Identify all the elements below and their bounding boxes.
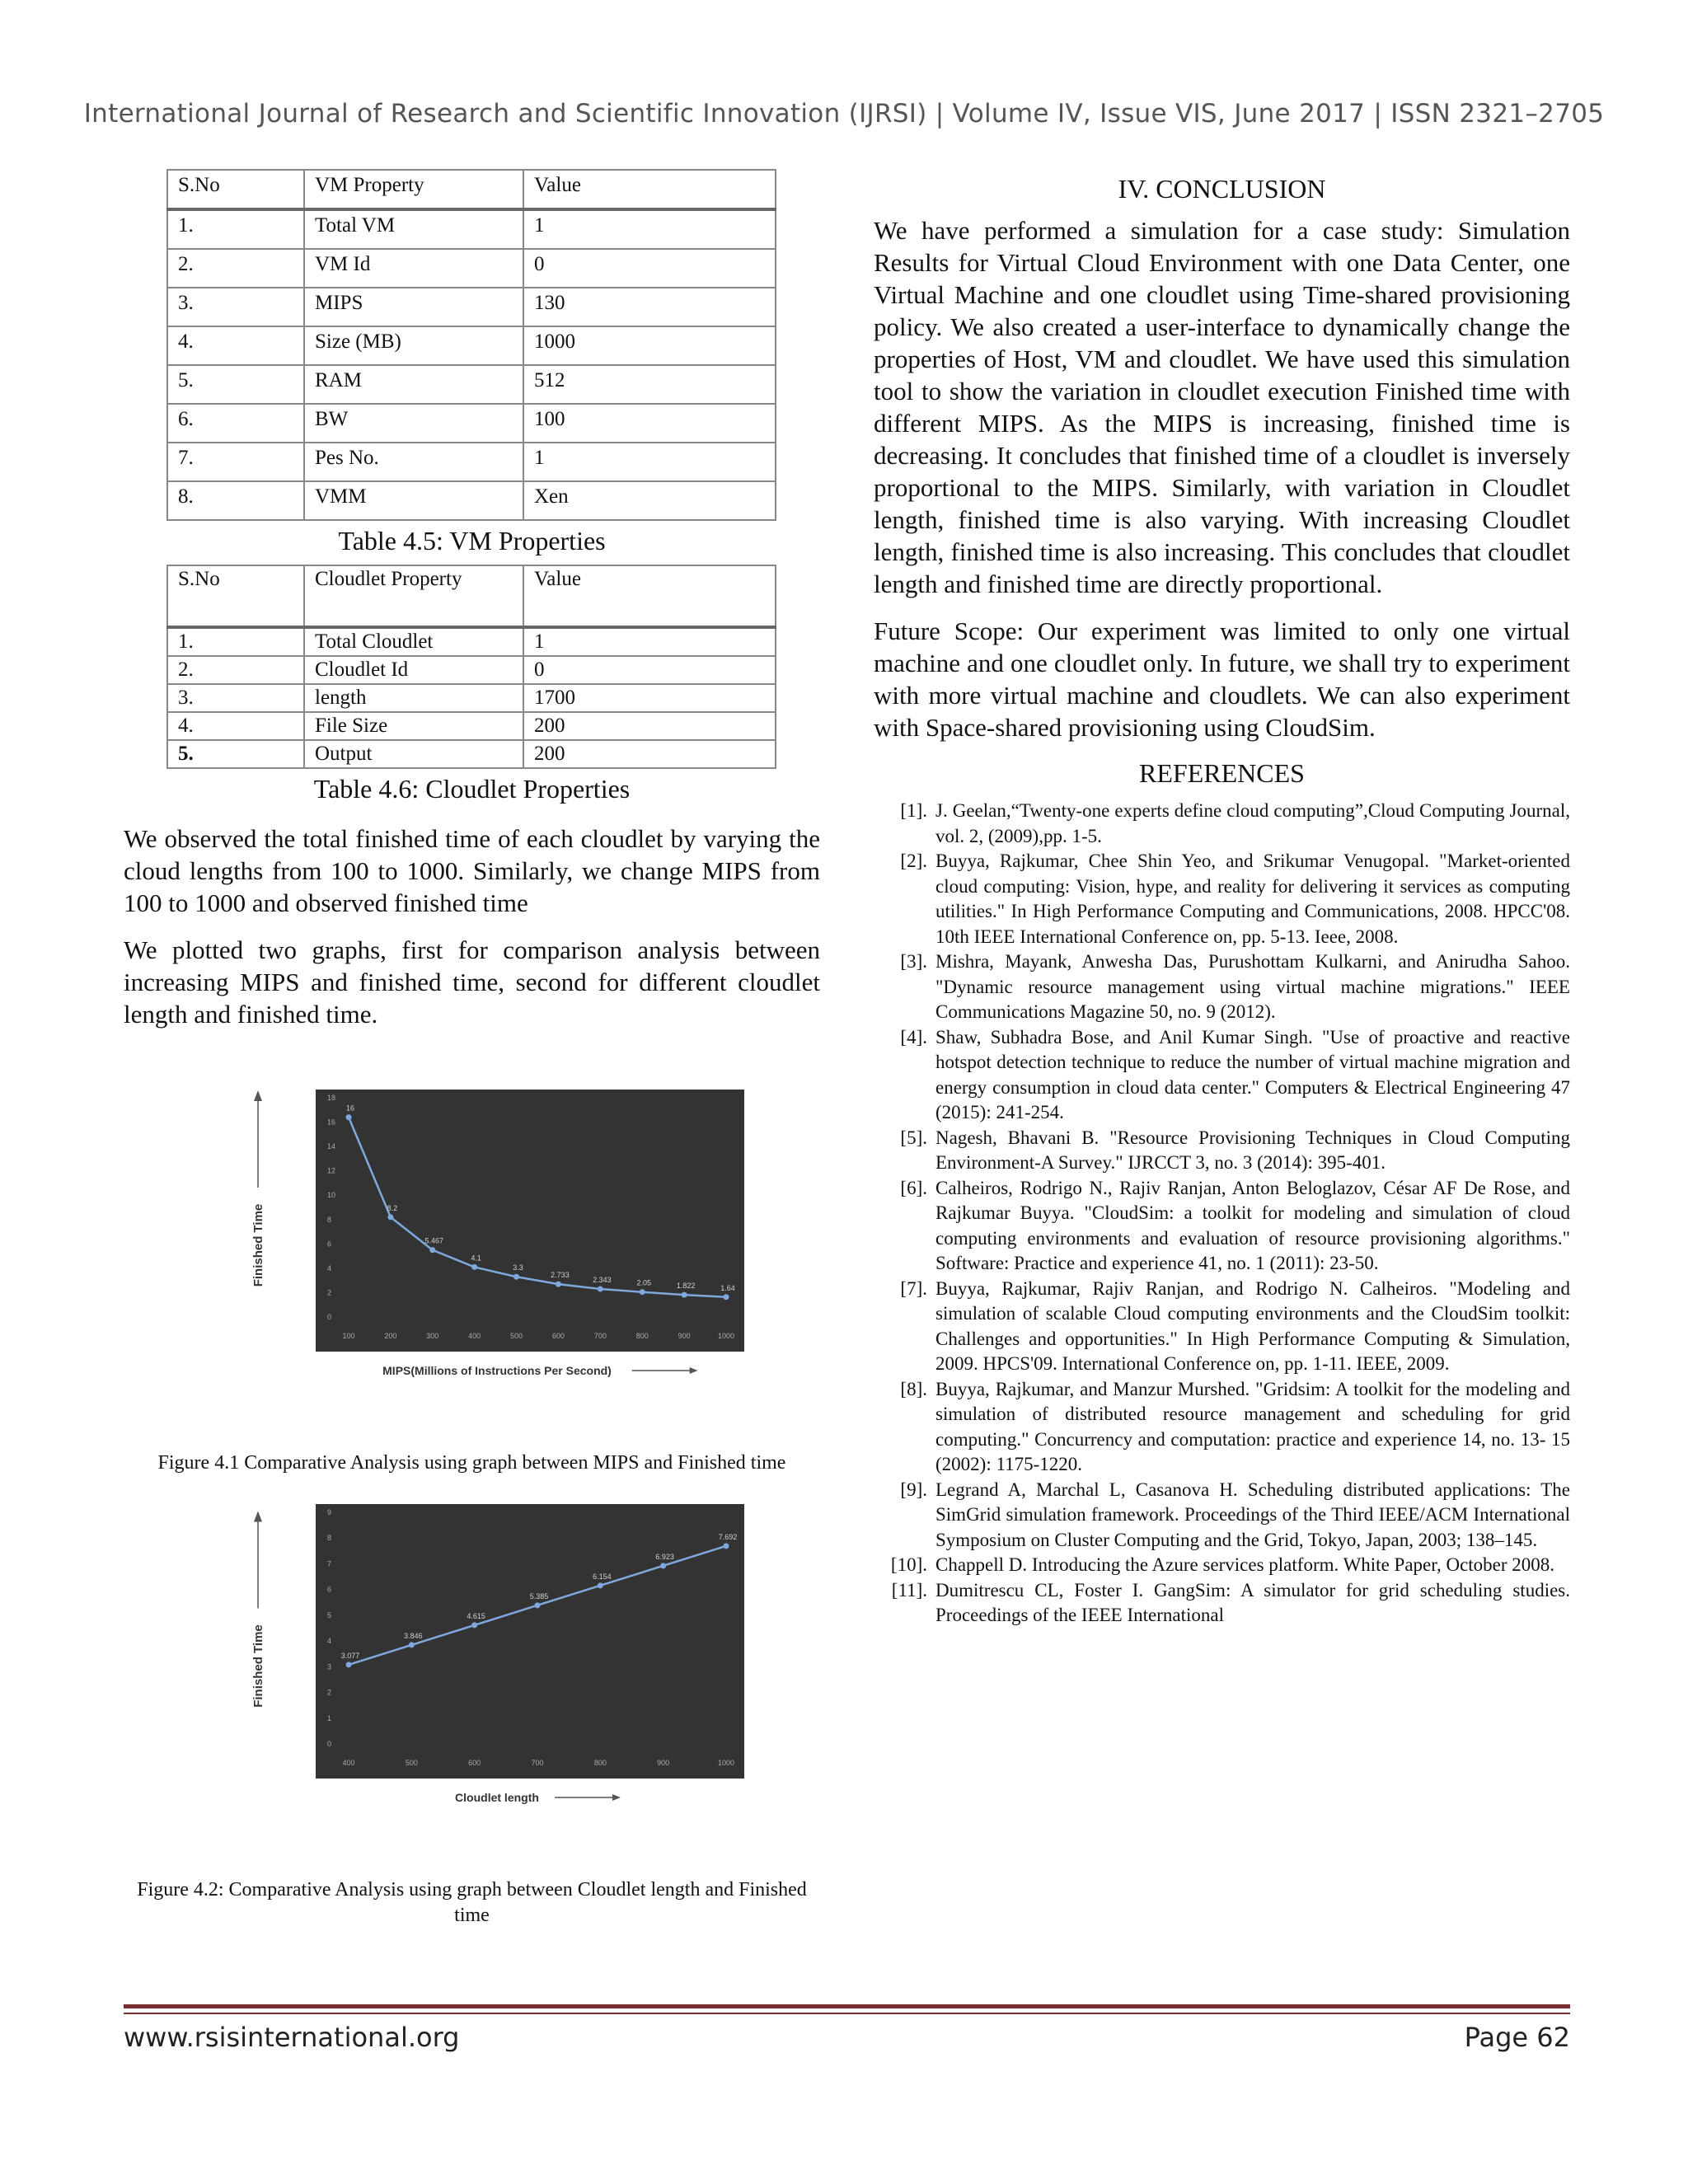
table-cell: 1. <box>167 209 304 249</box>
table-row <box>167 326 776 365</box>
table-cell: Cloudlet Id <box>304 656 523 684</box>
y-tick-label: 16 <box>326 1118 335 1127</box>
table-cell: 512 <box>523 365 776 404</box>
table-cell: VM Id <box>304 249 523 288</box>
table-header-cell: S.No <box>167 565 304 627</box>
journal-header: International Journal of Research and Scientific Innovation (IJRSI) | Volume IV, Issue VIS, June 2017 | ISSN 2321–2705 <box>83 99 1605 129</box>
table-cell: Output <box>304 740 523 768</box>
reference-item <box>874 1176 1570 1277</box>
reference-item <box>874 1553 1570 1578</box>
table-row <box>167 365 776 404</box>
table-header-row <box>167 565 776 627</box>
x-tick-label: 500 <box>405 1759 418 1767</box>
data-label: 2.733 <box>550 1271 570 1280</box>
table-cell: length <box>304 684 523 712</box>
data-point <box>723 1294 729 1300</box>
table-cell: VMM <box>304 481 523 520</box>
data-point <box>555 1282 560 1287</box>
x-tick-label: 800 <box>635 1332 649 1340</box>
table-header-cell: VM Property <box>304 170 523 209</box>
table-cell: 4. <box>167 712 304 740</box>
data-point <box>639 1289 645 1295</box>
table-cell: 5. <box>167 365 304 404</box>
reference-number: [5]. <box>900 1127 927 1148</box>
reference-text: Shaw, Subhadra Bose, and Anil Kumar Singh. "Use of proactive and reactive hotspot detection technique to reduce the number of virtual machine migration and energy consumption in cloud data center." Computers & Electrical Engineering 47 (2015): 241-254. <box>935 1026 1570 1122</box>
table-header-cell: Cloudlet Property <box>304 565 523 627</box>
table-header-cell: Value <box>523 565 776 627</box>
y-tick-label: 8 <box>326 1534 331 1543</box>
data-point <box>471 1264 477 1270</box>
x-tick-label: 1000 <box>717 1332 734 1340</box>
data-point <box>345 1661 351 1667</box>
reference-item <box>874 849 1570 949</box>
x-tick-label: 400 <box>341 1759 355 1767</box>
y-tick-label: 18 <box>326 1094 335 1102</box>
table-cell: 1700 <box>523 684 776 712</box>
table-cell: MIPS <box>304 288 523 326</box>
data-point <box>429 1247 435 1253</box>
data-label: 16 <box>345 1104 354 1113</box>
x-axis-label: Cloudlet length <box>454 1791 539 1804</box>
table-cell: 200 <box>523 712 776 740</box>
figure-caption: Figure 4.2: Comparative Analysis using graph between Cloudlet length and Finished time <box>137 1879 807 1926</box>
reference-text: Nagesh, Bhavani B. "Resource Provisioning Techniques in Cloud Computing Environment-A Survey." IJRCCT 3, no. 3 (2014): 395-401. <box>935 1127 1570 1173</box>
table-row <box>167 684 776 712</box>
y-tick-label: 0 <box>326 1313 331 1321</box>
y-tick-label: 2 <box>326 1688 331 1697</box>
data-label: 5.385 <box>529 1591 548 1601</box>
table-cell: 1 <box>523 209 776 249</box>
page-footer <box>124 2022 1570 2053</box>
data-point <box>597 1582 603 1588</box>
x-tick-label: 400 <box>467 1332 481 1340</box>
x-tick-label: 700 <box>530 1759 544 1767</box>
y-tick-label: 4 <box>326 1637 331 1646</box>
reference-text: Calheiros, Rodrigo N., Rajiv Ranjan, Anton Beloglazov, César AF De Rose, and Rajkumar Buyya. "CloudSim: a toolkit for modeling and simulation of cloud computing environments and evaluation of resource provisioning algorithms." Software: Practice and experience 41, no. 1 (2011): 23-50. <box>935 1177 1570 1273</box>
reference-text: Buyya, Rajkumar, Rajiv Ranjan, and Rodrigo N. Calheiros. "Modeling and simulation of scalable Cloud computing environments and the CloudSim toolkit: Challenges and opportunities." In High Performance Computing & Simulation, 2009. HPCS'09. International Conference on, pp. 1-11. IEEE, 2009. <box>935 1277 1570 1374</box>
data-label: 3.846 <box>403 1631 423 1640</box>
x-tick-label: 500 <box>509 1332 523 1340</box>
y-tick-label: 12 <box>326 1166 335 1175</box>
reference-list <box>874 799 1570 1629</box>
data-label: 6.154 <box>592 1572 612 1581</box>
table-cell: 1000 <box>523 326 776 365</box>
data-label: 5.467 <box>424 1236 443 1245</box>
x-tick-label: 700 <box>593 1332 607 1340</box>
data-label: 2.05 <box>635 1278 651 1287</box>
body-paragraph: We observed the total finished time of each cloudlet by varying the cloud lengths from 100 to 1000. Similarly, we change MIPS from 100 to 1000 and observed finished time <box>124 824 820 917</box>
y-tick-label: 5 <box>326 1610 331 1619</box>
reference-item <box>874 949 1570 1025</box>
reference-text: J. Geelan,“Twenty-one experts define cloud computing”,Cloud Computing Journal, vol. 2, (2009),pp. 1-5. <box>935 800 1570 846</box>
table-row <box>167 249 776 288</box>
table-cell: 6. <box>167 404 304 443</box>
table-cell: Xen <box>523 481 776 520</box>
x-tick-label: 1000 <box>717 1759 734 1767</box>
reference-text: Legrand A, Marchal L, Casanova H. Scheduling distributed applications: The SimGrid simulation framework. Proceedings of the Third IEEE/ACM International Symposium on Cluster Computing and the Grid, Tokyo, Japan, 2003; 138–145. <box>935 1479 1570 1550</box>
table-caption: Table 4.5: VM Properties <box>338 526 606 555</box>
data-label: 6.923 <box>654 1552 674 1561</box>
y-tick-label: 10 <box>326 1191 335 1200</box>
table-cell: 2. <box>167 656 304 684</box>
reference-text: Chappell D. Introducing the Azure services platform. White Paper, October 2008. <box>935 1554 1555 1575</box>
y-tick-label: 2 <box>326 1288 331 1297</box>
references-heading: REFERENCES <box>1139 758 1305 788</box>
table-cell: Pes No. <box>304 443 523 481</box>
data-point <box>723 1543 729 1549</box>
reference-item <box>874 1377 1570 1478</box>
y-tick-label: 7 <box>326 1559 331 1568</box>
table-row <box>167 443 776 481</box>
table-row <box>167 209 776 249</box>
y-tick-label: 1 <box>326 1713 331 1722</box>
table-cell: 4. <box>167 326 304 365</box>
data-point <box>534 1602 540 1608</box>
table-cell: 0 <box>523 249 776 288</box>
data-label: 7.692 <box>718 1532 737 1541</box>
figure-caption: Figure 4.1 Comparative Analysis using graph between MIPS and Finished time <box>157 1452 786 1474</box>
data-point <box>345 1114 351 1120</box>
mips-chart <box>184 1080 761 1442</box>
x-axis-label: MIPS(Millions of Instructions Per Second) <box>382 1364 612 1377</box>
table-cell: 5. <box>167 740 304 768</box>
table-row <box>167 656 776 684</box>
table-row <box>167 740 776 768</box>
vm-properties-table <box>166 169 776 521</box>
reference-number: [2]. <box>900 851 927 871</box>
data-label: 3.077 <box>340 1651 359 1660</box>
table-row <box>167 712 776 740</box>
footer-divider <box>124 2004 1570 2008</box>
reference-text: Buyya, Rajkumar, Chee Shin Yeo, and Srikumar Venugopal. "Market-oriented cloud computing: Vision, hype, and reality for delivering it services as computing utilities." In High Performance Computing and Communications, 2008. HPCC'08. 10th IEEE International Conference on, pp. 5-13. Ieee, 2008. <box>935 851 1570 947</box>
table-row <box>167 627 776 656</box>
data-label: 2.343 <box>592 1276 612 1285</box>
reference-text: Mishra, Mayank, Anwesha Das, Purushottam Kulkarni, and Anirudha Sahoo. "Dynamic resource management using virtual machine migrations." IEEE Communications Magazine 50, no. 9 (2012). <box>935 951 1570 1022</box>
right-column <box>874 169 1570 1629</box>
table-cell: 200 <box>523 740 776 768</box>
page-number: Page 62 <box>1464 2022 1570 2053</box>
y-tick-label: 3 <box>326 1662 331 1671</box>
x-tick-label: 300 <box>425 1332 438 1340</box>
reference-number: [8]. <box>900 1378 927 1399</box>
y-tick-label: 6 <box>326 1240 331 1249</box>
table-cell: 3. <box>167 684 304 712</box>
footer-divider <box>124 2013 1570 2014</box>
reference-item <box>874 1277 1570 1377</box>
table-row <box>167 481 776 520</box>
y-tick-label: 9 <box>326 1508 331 1516</box>
table-header-cell: Value <box>523 170 776 209</box>
x-tick-label: 600 <box>551 1332 565 1340</box>
x-tick-label: 200 <box>383 1332 396 1340</box>
table-cell: 1 <box>523 627 776 656</box>
data-label: 8.2 <box>387 1203 397 1212</box>
cloudlet-length-chart <box>184 1494 761 1869</box>
y-tick-label: 14 <box>326 1142 335 1151</box>
table-row <box>167 404 776 443</box>
table-cell: 8. <box>167 481 304 520</box>
future-scope-paragraph: Future Scope: Our experiment was limited to only one virtual machine and one cloudlet only. In future, we shall try to experiment with more virtual machine and cloudlets. We can also experiment with Space-shared provisioning using CloudSim. <box>874 616 1570 742</box>
figure-4-1 <box>184 1080 761 1442</box>
table-cell: Total VM <box>304 209 523 249</box>
conclusion-heading: IV. CONCLUSION <box>1118 174 1326 204</box>
reference-text: Buyya, Rajkumar, and Manzur Murshed. "Gridsim: A toolkit for the modeling and simulation of distributed resource management and scheduling for grid computing." Concurrency and computation: practice and experience 14, no. 13- 15 (2002): 1175-1220. <box>935 1378 1570 1474</box>
reference-number: [11]. <box>891 1579 927 1601</box>
x-tick-label: 600 <box>467 1759 481 1767</box>
y-axis-label: Finished Time <box>251 1203 265 1287</box>
data-label: 4.1 <box>470 1254 481 1263</box>
body-paragraph: We plotted two graphs, first for comparison analysis between increasing MIPS and finished time, second for different cloudlet length and finished time. <box>124 935 820 1029</box>
table-cell: RAM <box>304 365 523 404</box>
reference-number: [3]. <box>900 951 927 972</box>
table-cell: 2. <box>167 249 304 288</box>
figure-4-2 <box>184 1494 761 1869</box>
table-header-cell: S.No <box>167 170 304 209</box>
reference-text: Dumitrescu CL, Foster I. GangSim: A simulator for grid scheduling studies. Proceedings of the IEEE International <box>935 1579 1570 1625</box>
table-cell: BW <box>304 404 523 443</box>
y-axis-label: Finished Time <box>251 1624 265 1708</box>
table-cell: 0 <box>523 656 776 684</box>
data-point <box>513 1274 519 1280</box>
reference-number: [1]. <box>900 800 927 821</box>
table-caption: Table 4.6: Cloudlet Properties <box>313 774 631 804</box>
left-column <box>124 169 820 1929</box>
x-tick-label: 900 <box>656 1759 669 1767</box>
data-point <box>681 1292 687 1298</box>
reference-item <box>874 1478 1570 1554</box>
y-axis-arrowhead <box>254 1511 262 1522</box>
data-point <box>660 1563 666 1568</box>
table-header-row <box>167 170 776 209</box>
table-cell: 1. <box>167 627 304 656</box>
chart-background <box>316 1090 744 1352</box>
x-axis-arrowhead <box>689 1367 697 1374</box>
reference-number: [6]. <box>900 1177 927 1198</box>
table-row <box>167 288 776 326</box>
x-axis-arrowhead <box>612 1794 621 1801</box>
table-cell: File Size <box>304 712 523 740</box>
reference-number: [7]. <box>900 1277 927 1299</box>
chart-background <box>316 1504 744 1779</box>
table-cell: 1 <box>523 443 776 481</box>
data-label: 1.64 <box>720 1283 735 1292</box>
reference-item <box>874 799 1570 849</box>
reference-number: [10]. <box>890 1554 927 1575</box>
y-tick-label: 8 <box>326 1215 331 1224</box>
table-cell: 3. <box>167 288 304 326</box>
data-point <box>597 1286 603 1292</box>
x-tick-label: 800 <box>593 1759 607 1767</box>
table-cell: 7. <box>167 443 304 481</box>
x-tick-label: 900 <box>678 1332 691 1340</box>
footer-url[interactable]: www.rsisinternational.org <box>124 2022 460 2053</box>
data-point <box>471 1622 477 1628</box>
data-point <box>408 1642 414 1647</box>
reference-number: [9]. <box>900 1479 927 1500</box>
conclusion-paragraph: We have performed a simulation for a case study: Simulation Results for Virtual Cloud Environment with one Data Center, one Virtual Machine and one cloudlet using Time-shared provisioning policy. We also created a user-interface to dynamically change the properties of Host, VM and cloudlet. We have used this simulation tool to show the variation in cloudlet execution Finished time with different MIPS. As the MIPS is increasing, finished time is decreasing. It concludes that finished time of a cloudlet is inversely proportional to the MIPS. Similarly, with variation in Cloudlet length, finished time is also varying. With increasing Cloudlet length, finished time is also increasing. This concludes that cloudlet length and finished time are directly proportional. <box>874 216 1570 598</box>
data-point <box>387 1214 393 1220</box>
data-label: 3.3 <box>512 1263 523 1272</box>
cloudlet-properties-table <box>166 565 776 769</box>
reference-item <box>874 1578 1570 1629</box>
y-tick-label: 0 <box>326 1740 331 1748</box>
data-label: 4.615 <box>466 1611 485 1620</box>
reference-number: [4]. <box>900 1026 927 1047</box>
y-tick-label: 4 <box>326 1263 331 1272</box>
reference-item <box>874 1126 1570 1176</box>
data-label: 1.822 <box>676 1282 695 1291</box>
reference-item <box>874 1025 1570 1126</box>
table-cell: 130 <box>523 288 776 326</box>
y-tick-label: 6 <box>326 1585 331 1594</box>
y-axis-arrowhead <box>254 1090 262 1101</box>
table-cell: Size (MB) <box>304 326 523 365</box>
table-cell: Total Cloudlet <box>304 627 523 656</box>
table-cell: 100 <box>523 404 776 443</box>
x-tick-label: 100 <box>341 1332 355 1340</box>
